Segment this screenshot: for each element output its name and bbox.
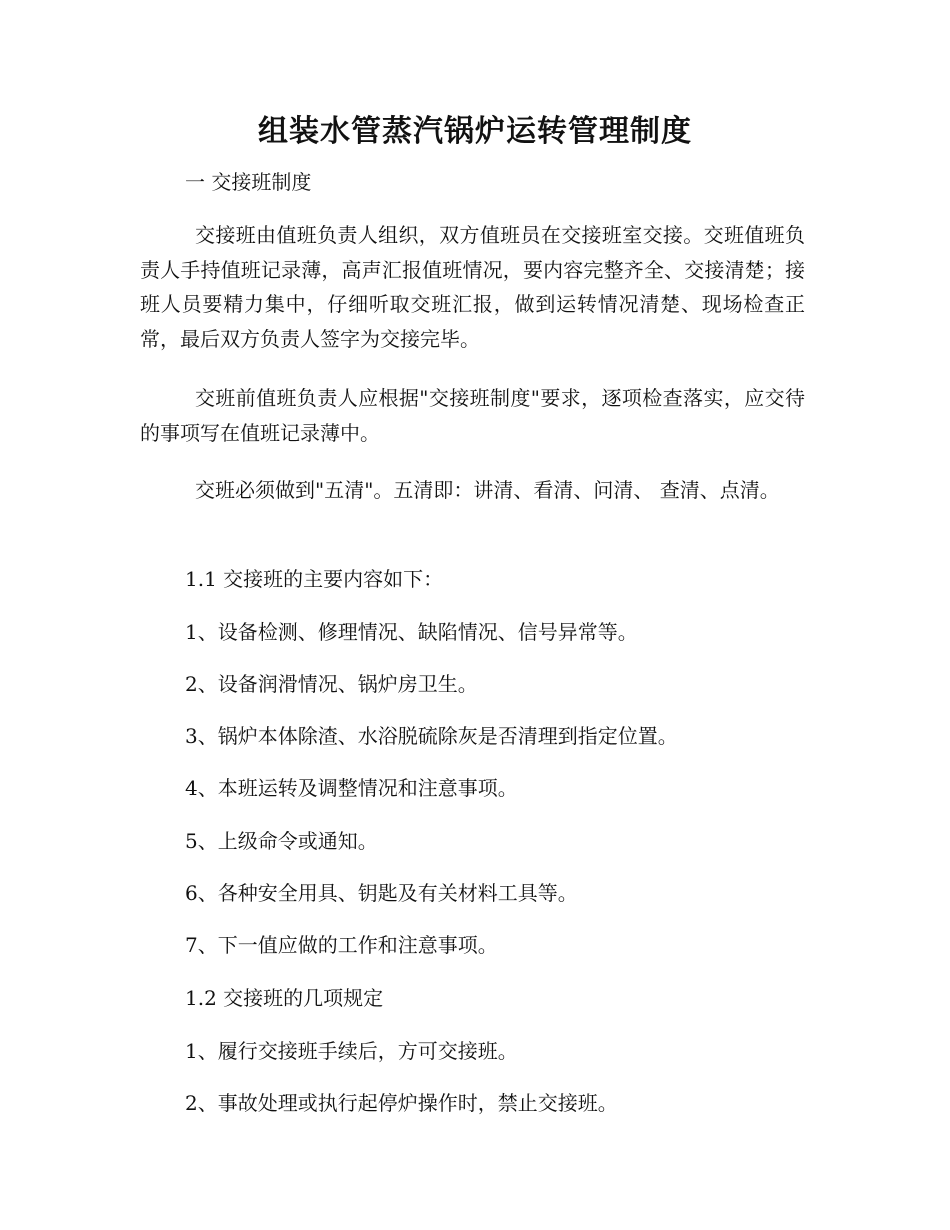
list-item: 4、本班运转及调整情况和注意事项。 (185, 776, 518, 800)
list-item: 1、履行交接班手续后，方可交接班。 (185, 1039, 518, 1063)
document-title: 组装水管蒸汽锅炉运转管理制度 (258, 114, 692, 149)
list-item: 5、上级命令或通知。 (185, 829, 378, 853)
list-item: 2、事故处理或执行起停炉操作时，禁止交接班。 (185, 1091, 618, 1115)
list-item: 7、下一值应做的工作和注意事项。 (185, 933, 498, 957)
paragraph-handover-procedure: 交接班由值班负责人组织，双方值班员在交接班室交接。交班值班负责人手持值班记录薄，高声汇报值班情况，要内容完整齐全、交接清楚；接班人员要精力集中，仔细听取交班汇报，做到运转情况清楚、现场检查正常，最后双方负责人签字为交接完毕。 (140, 223, 805, 351)
list-item: 2、设备润滑情况、锅炉房卫生。 (185, 672, 478, 696)
list-item: 6、各种安全用具、钥匙及有关材料工具等。 (185, 881, 578, 905)
subsection-heading-rules: 1.2 交接班的几项规定 (185, 986, 384, 1010)
section-heading-handover: 一 交接班制度 (185, 170, 312, 194)
subsection-heading-contents: 1.1 交接班的主要内容如下： (185, 567, 444, 591)
list-item: 3、锅炉本体除渣、水浴脱硫除灰是否清理到指定位置。 (185, 724, 678, 748)
paragraph-pre-handover-check: 交班前值班负责人应根据"交接班制度"要求，逐项检查落实，应交待的事项写在值班记录薄中。 (140, 386, 805, 445)
paragraph-five-clears: 交班必须做到"五清"。五清即：讲清、看清、问清、 查清、点清。 (195, 478, 780, 502)
list-item: 1、设备检测、修理情况、缺陷情况、信号异常等。 (185, 620, 638, 644)
